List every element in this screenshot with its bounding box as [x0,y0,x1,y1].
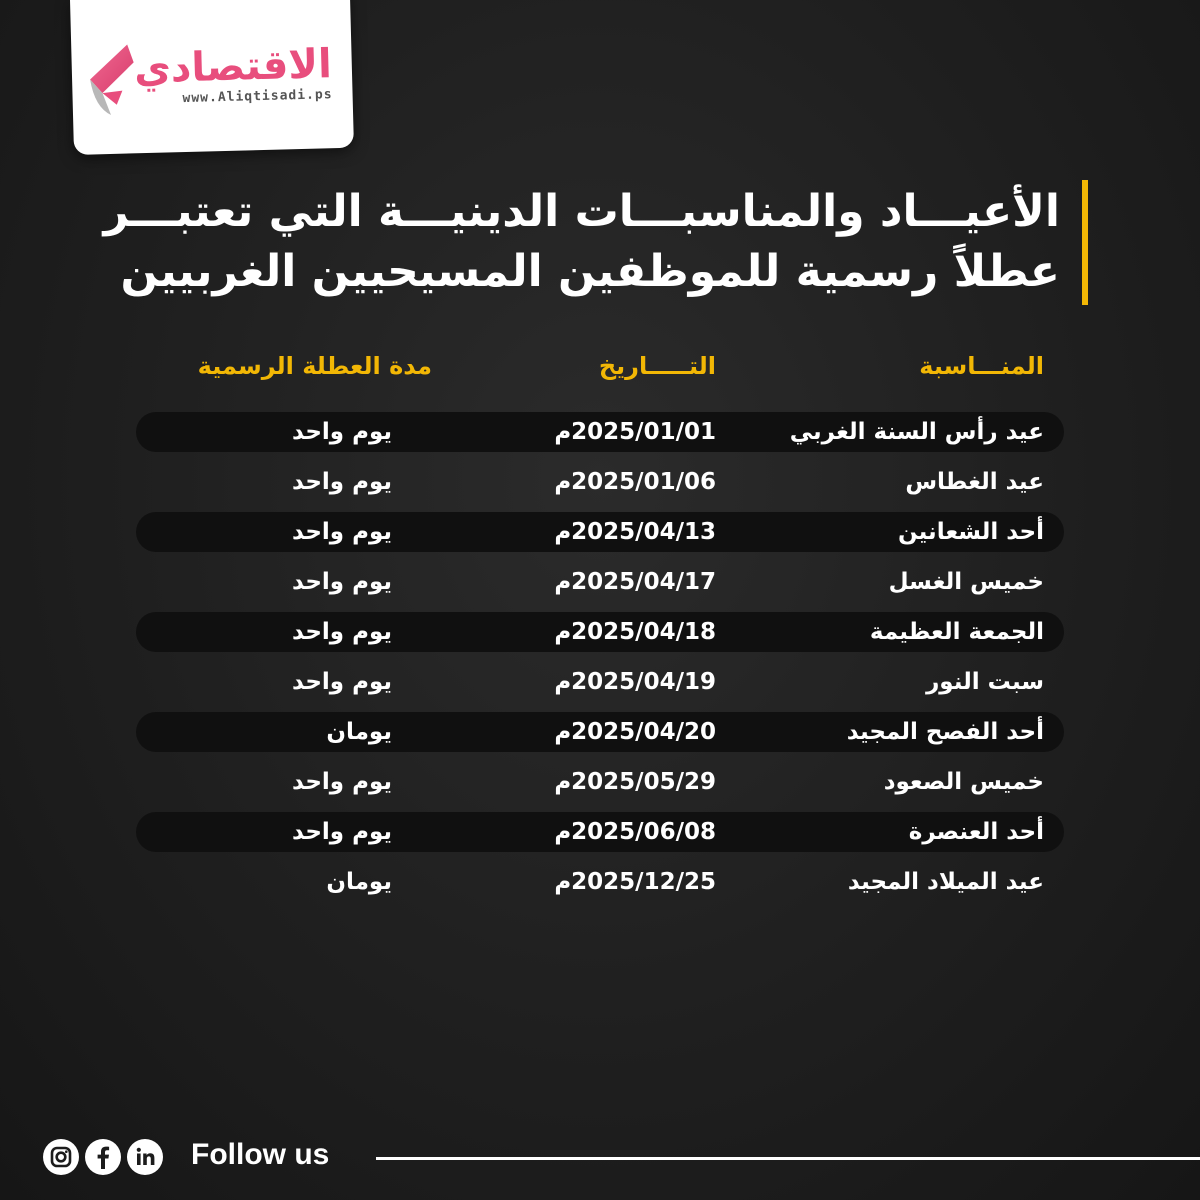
cell-duration: يوم واحد [292,569,392,595]
cell-duration: يوم واحد [292,769,392,795]
cell-duration: يومان [326,869,392,895]
cell-duration: يوم واحد [292,619,392,645]
header-duration: مدة العطلة الرسمية [197,352,432,380]
page-title [103,182,1088,302]
cell-date: 2025/04/17م [554,569,716,595]
cell-occasion: خميس الصعود [883,769,1044,795]
cell-occasion: الجمعة العظيمة [869,619,1044,645]
cell-date: 2025/04/19م [554,669,716,695]
cell-date: 2025/06/08م [554,819,716,845]
header-date: التـــــاريخ [598,352,716,380]
cell-occasion: أحد العنصرة [908,819,1044,845]
table-row [136,462,1064,502]
table-row [136,712,1064,752]
table-row [136,812,1064,852]
cell-duration: يومان [326,719,392,745]
cell-occasion: عيد الغطاس [905,469,1044,495]
table-row [136,662,1064,702]
table-row [136,512,1064,552]
table-row [136,762,1064,802]
cell-occasion: سبت النور [926,669,1044,695]
cell-duration: يوم واحد [292,669,392,695]
cell-date: 2025/04/20م [554,719,716,745]
linkedin-icon[interactable] [127,1139,163,1175]
brand-url[interactable]: www.Aliqtisadi.ps [182,87,333,107]
cell-occasion: أحد الفصح المجيد [846,719,1044,745]
logo-card [70,0,354,155]
cell-date: 2025/12/25م [554,869,716,895]
table-row [136,862,1064,902]
cell-date: 2025/04/13م [554,519,716,545]
cell-date: 2025/01/06م [554,469,716,495]
title-line-1: الأعيـــاد والمناسبـــات الدينيـــة التي تعتبـــر [103,186,1060,237]
holidays-table [136,412,1064,912]
title-line-2: عطلاً رسمية للموظفين المسيحيين الغربيين [120,246,1060,297]
cell-date: 2025/05/29م [554,769,716,795]
table-row [136,412,1064,452]
header-occasion: المنـــاسبة [919,352,1044,380]
facebook-icon[interactable] [85,1139,121,1175]
follow-us-label: Follow us [191,1138,330,1171]
brand-name: الاقتصادي [133,41,333,93]
cell-date: 2025/04/18م [554,619,716,645]
cell-occasion: عيد رأس السنة الغربي [789,419,1044,445]
table-header [136,352,1064,392]
footer-divider [376,1157,1200,1160]
table-row [136,562,1064,602]
table-row [136,612,1064,652]
cell-duration: يوم واحد [292,419,392,445]
cell-duration: يوم واحد [292,519,392,545]
instagram-icon[interactable] [43,1139,79,1175]
cell-occasion: خميس الغسل [888,569,1044,595]
cell-occasion: أحد الشعانين [897,519,1044,545]
cell-date: 2025/01/01م [554,419,716,445]
cell-occasion: عيد الميلاد المجيد [847,869,1044,895]
cell-duration: يوم واحد [292,819,392,845]
cell-duration: يوم واحد [292,469,392,495]
